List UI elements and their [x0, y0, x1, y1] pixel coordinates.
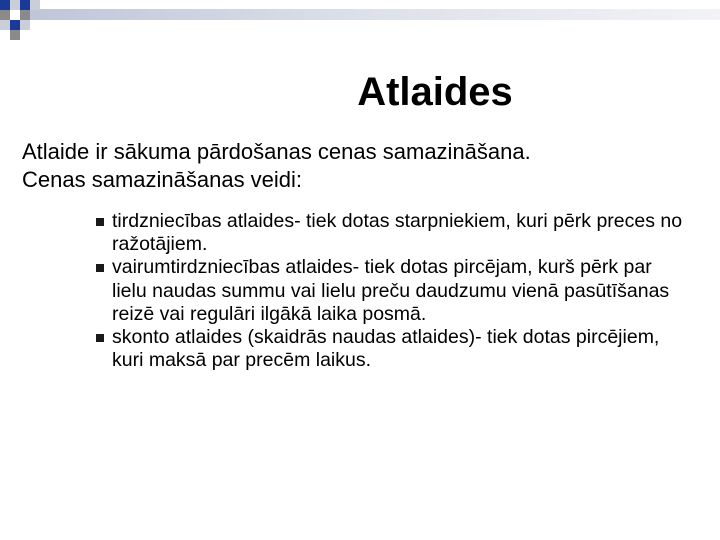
intro-line-definition: Atlaide ir sākuma pārdošanas cenas samazināšana. — [22, 139, 531, 164]
list-item — [90, 210, 690, 256]
checker-square — [10, 20, 20, 30]
square-bullet-icon — [96, 218, 104, 226]
checker-square — [0, 0, 10, 10]
square-bullet-icon — [96, 334, 104, 342]
discount-types-list — [90, 210, 690, 372]
checker-square — [20, 10, 30, 20]
list-item — [90, 256, 690, 326]
list-item-text: skonto atlaides (skaidrās naudas atlaides)- tiek dotas pircējiem, kuri maksā par precēm laikus. — [112, 326, 660, 372]
checker-square — [10, 0, 20, 10]
list-item-text: vairumtirdzniecības atlaides- tiek dotas pircējam, kurš pērk par lielu naudas summu vai lielu preču daudzumu vienā pasūtīšanas reizē vai regulāri ilgākā laika posmā. — [112, 256, 670, 325]
top-gradient-bar — [30, 9, 720, 20]
intro-text — [22, 138, 702, 194]
decorative-checker-border — [0, 0, 720, 40]
checker-square — [20, 0, 30, 10]
list-item-text: tirdzniecības atlaides- tiek dotas starpniekiem, kuri pērk preces no ražotājiem. — [112, 210, 683, 256]
checker-square — [10, 30, 20, 40]
checker-square — [0, 10, 10, 20]
checker-square — [30, 0, 40, 10]
checker-square — [0, 20, 10, 30]
checker-square — [10, 10, 20, 20]
checker-square — [20, 20, 30, 30]
list-item — [90, 326, 690, 372]
intro-line-types: Cenas samazināšanas veidi: — [22, 167, 303, 192]
square-bullet-icon — [96, 264, 104, 272]
slide-title: Atlaides — [357, 70, 513, 114]
